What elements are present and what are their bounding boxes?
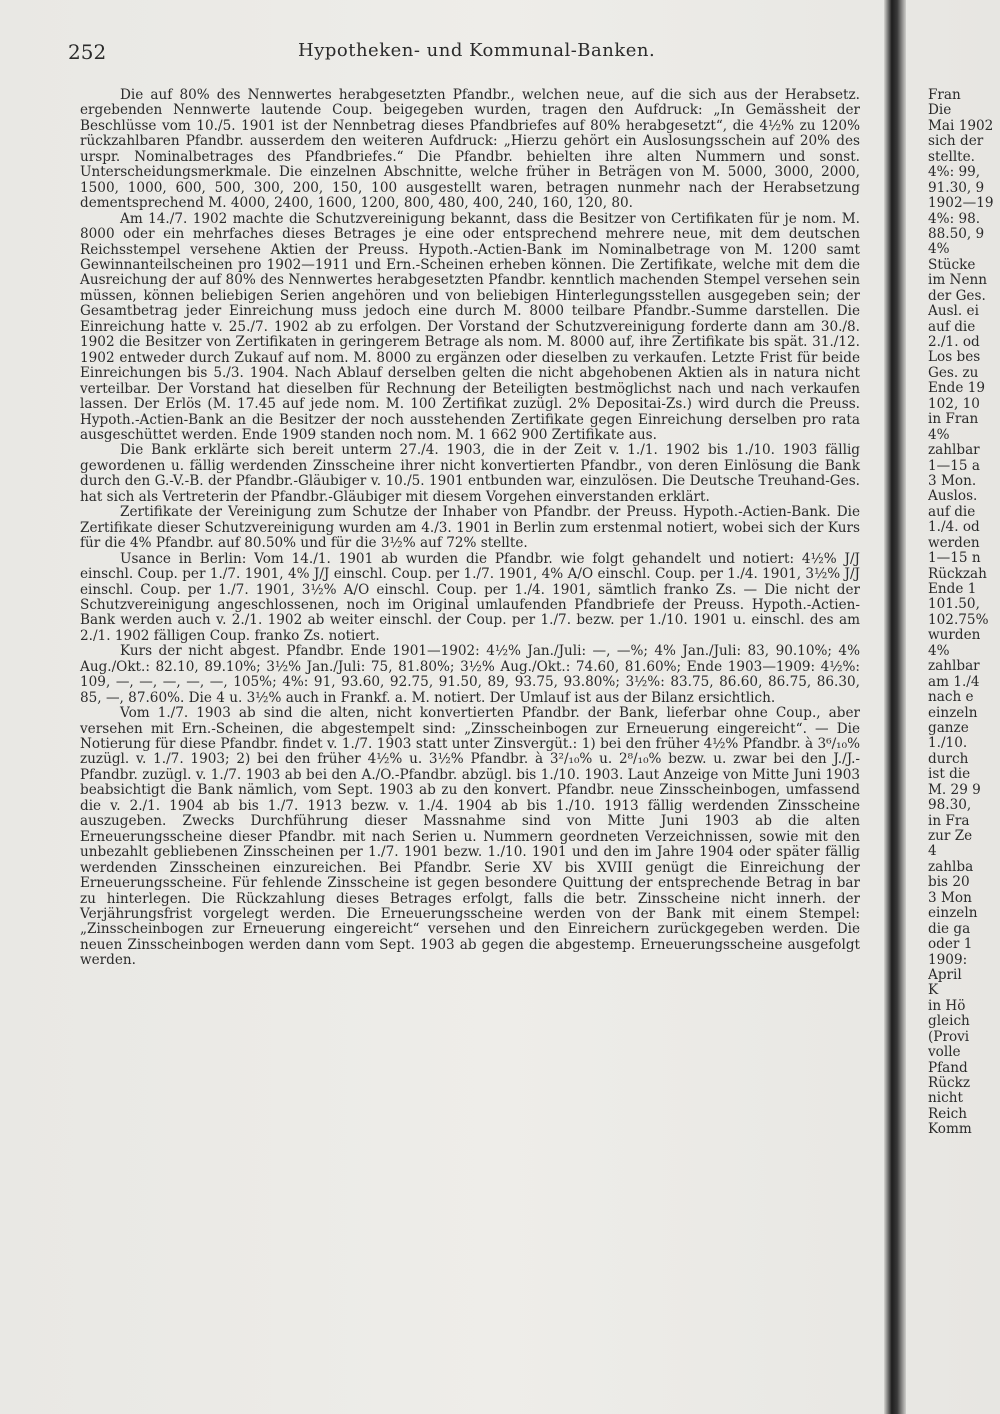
adjacent-page-line: Fran (928, 88, 961, 103)
main-text-column (80, 88, 860, 969)
adjacent-page-line: 4% (928, 426, 950, 443)
adjacent-page-line: 3 Mon (928, 889, 972, 906)
adjacent-page-line: 4%: 98. (928, 210, 981, 227)
paragraph-kurs: Kurs der nicht abgest. Pfandbr. Ende 1901—1902: 4½% Jan./Juli: —, —%; 4% Jan./Juli: 83, 90.10%; 4% Aug./Okt.: 82.10, 89.10%; 3½% Jan./Juli: 75, 81.80%; 3½% Aug./Okt.: 74.60, 81.60%; Ende 1903—1909: 4½%: 109, —, —, —, —, —, 105%; 4%: 91, 93.60, 92.75, 91.50, 89, 93.75, 93.80%; 3½%: 83.75, 86.60, 86.75, 86.30, 85, —, 87.60%. Die 4 u. 3½% auch in Frankf. a. M. notiert. Der Umlauf ist aus der Bilanz ersichtlich. (80, 643, 860, 706)
adjacent-page-line: oder 1 (928, 936, 973, 953)
adjacent-page-line: Mai 1902 (928, 117, 994, 134)
adjacent-page-line: sich der (928, 133, 984, 150)
adjacent-page-line: in Hö (928, 997, 966, 1014)
adjacent-page-line: 102, 10 (928, 395, 980, 412)
adjacent-page-line: Ausl. ei (928, 303, 979, 320)
adjacent-page-line: nicht (928, 1090, 963, 1107)
adjacent-page-line: im Nenn (928, 272, 988, 289)
adjacent-page-line: in Fran (928, 411, 979, 428)
adjacent-page-line: Auslos. (928, 488, 978, 505)
book-gutter (884, 0, 906, 1414)
adjacent-page-line: Pfand (928, 1059, 968, 1076)
adjacent-page-line: in Fra (928, 812, 970, 829)
adjacent-page-column (928, 88, 1000, 1138)
paragraph-herabsetzung: Die auf 80% des Nennwertes herabgesetzten Pfandbr., welchen neue, auf die sich aus der Herabsetz. ergebenden Nennwerte lautende Coup. beigegeben wurden, tragen den Aufdruck: „In Gemässheit der Beschlüsse vom 10./5. 1901 ist der Nennbetrag dieses Pfandbriefes auf 80% herabgesetzt“, die 4½% zu 120% rückzahlbaren Pfandbr. ausserdem den weiteren Aufdruck: „Hierzu gehört ein Auslosungsschein auf 20% des urspr. Nominalbetrages des Pfandbriefes.“ Die Pfandbr. behielten ihre alten Nummern und sonst. Unterscheidungsmerkmale. Die einzelnen Abschnitte, welche früher in Beträgen von M. 5000, 3000, 2000, 1500, 1000, 600, 500, 300, 200, 150, 100 ausgestellt waren, betragen nunmehr nach der Herabsetzung dementsprechend M. 4000, 2400, 1600, 1200, 800, 480, 400, 240, 160, 120, 80. (80, 87, 860, 212)
adjacent-page-line: K (928, 982, 939, 999)
adjacent-page-line: 91.30, 9 (928, 179, 985, 196)
adjacent-page-line: zur Ze (928, 828, 973, 844)
adjacent-page-line: am 1./4 (928, 673, 980, 690)
adjacent-page-line: bis 20 (928, 874, 970, 891)
adjacent-page-line: werden (928, 534, 980, 551)
adjacent-page-line: M. 29 9 (928, 781, 981, 798)
adjacent-page-line: gleich (928, 1013, 970, 1030)
adjacent-page-line: Los bes (928, 349, 981, 366)
adjacent-page-line: (Provi (928, 1028, 970, 1045)
adjacent-page-line: 1—15 n (928, 550, 981, 567)
adjacent-page-line: 102.75% (928, 611, 989, 628)
adjacent-page-line: 88.50, 9 (928, 225, 985, 242)
paragraph-usance: Usance in Berlin: Vom 14./1. 1901 ab wurden die Pfandbr. wie folgt gehandelt und notiert: 4½% J/J einschl. Coup. per 1./7. 1901, 4% J/J einschl. Coup. per 1./7. 1901, 4% A/O einschl. Coup. per 1./4. 1901, 3½% J/J einschl. Coup. per 1./7. 1901, 3½% A/O einschl. Coup. per 1./4. 1901, sämtlich franko Zs. — Die nicht der Schutzvereinigung angeschlossenen, noch im Original umlaufenden Pfandbriefe der Preuss. Hypoth.-Actien-Bank werden auch v. 2./1. 1902 ab weiter einschl. der Coup. per 1./7. bezw. per 1./10. 1901 u. einschl. des am 2./1. 1902 fälligen Coup. franko Zs. notiert. (80, 550, 860, 644)
adjacent-page-line: auf die (928, 503, 976, 520)
paragraph-zinsscheine: Die Bank erklärte sich bereit unterm 27./4. 1903, die in der Zeit v. 1./1. 1902 bis 1./10. 1903 fällig gewordenen u. fällig werdenden Zinsscheine ihrer nicht konvertierten Pfandbr., von deren Einlösung die Bank durch den G.-V.-B. der Pfandbr.-Gläubiger v. 10./5. 1901 entbunden war, einzulösen. Die Deutsche Treuhand-Ges. hat sich als Vertreterin der Pfandbr.-Gläubiger mit diesem Vorgehen einverstanden erklärt. (80, 442, 860, 505)
paragraph-erneuerung: Vom 1./7. 1903 ab sind die alten, nicht konvertierten Pfandbr. der Bank, lieferbar ohne Coup., aber versehen mit Ern.-Scheinen, die abgestempelt sind: „Zinsscheinbogen zur Erneuerung eingereicht“. — Die Notierung für diese Pfandbr. findet v. 1./7. 1903 statt unter Zinsvergüt.: 1) bei den früher 4½% Pfandbr. à 3⁶/₁₀% zuzügl. v. 1./7. 1903; 2) bei den früher 4½% u. 3½% Pfandbr. à 3²/₁₀% u. 2⁸/₁₀% bezw. u. zwar bei den J./J.-Pfandbr. zuzügl. v. 1./7. 1903 ab bei den A./O.-Pfandbr. abzügl. bis 1./10. 1903. Laut Anzeige von Mitte Juni 1903 beabsichtigt die Bank nämlich, vom Sept. 1903 ab zu den konvert. Pfandbr. neue Zinsscheinbogen, umfassend die v. 2./1. 1904 ab bis 1./7. 1913 bezw. v. 1./4. 1904 ab bis 1./10. 1913 fällig werdenden Zinsscheine auszugeben. Zwecks Durchführung dieser Massnahme sind von Mitte Juni 1903 ab die alten Erneuerungsscheine dieser Pfandbr. mit nach Serien u. Nummern geordneten Verzeichnissen, sowie mit den unbezahlt gebliebenen Zinsscheinen per 1./7. 1901 bezw. 1./10. 1901 und den im Jahre 1904 oder später fällig werdenden Zinsscheinen einzureichen. Bei Pfandbr. Serie XV bis XVIII genügt die Einreichung der Erneuerungsscheine. Für fehlende Zinsscheine ist gegen besondere Quittung der entsprechende Betrag in bar zu hinterlegen. Die Rückzahlung dieses Betrages erfolgt, falls die betr. Zinsscheine nicht innerh. der Verjährungsfrist vorgelegt werden. Die Erneuerungsscheine werden von der Bank mit einem Stempel: „Zinsscheinbogen zur Erneuerung eingereicht“ versehen und den Einreichern zurückgegeben werden. Die neuen Zinsscheinbogen werden dann vom Sept. 1903 ab gegen die abgestemp. Erneuerungsscheine ausgefolgt werden. (80, 705, 860, 969)
adjacent-page-line: Stücke (928, 256, 976, 273)
adjacent-page-line: 1909: (928, 951, 968, 968)
adjacent-page-line: Ende 19 (928, 380, 986, 397)
running-title: Hypotheken- und Kommunal-Banken. (298, 40, 656, 61)
adjacent-page-line: 1./10. (928, 735, 968, 752)
adjacent-page-line: nach e (928, 689, 974, 706)
adjacent-page-line: Reich (928, 1105, 967, 1122)
adjacent-page-line: Komm (928, 1121, 972, 1138)
adjacent-page-line: 1—15 a (928, 457, 980, 474)
adjacent-page-line: 101.50, (928, 596, 980, 613)
page-header (68, 40, 876, 70)
adjacent-page-line: einzeln (928, 704, 978, 721)
adjacent-page-line: 4 (928, 843, 937, 860)
adjacent-page-line: 4% (928, 642, 950, 659)
adjacent-page-line: Rückzah (928, 565, 987, 582)
adjacent-page-line: die ga (928, 920, 971, 937)
adjacent-page-line: zahlbar (928, 658, 980, 675)
adjacent-page-line: 3 Mon. (928, 472, 977, 489)
adjacent-page-line: ganze (928, 719, 969, 736)
adjacent-page-line: zahlbar (928, 442, 980, 459)
adjacent-page-line: volle (928, 1044, 961, 1061)
adjacent-page-line: April (928, 966, 962, 983)
adjacent-page-line: auf die (928, 318, 976, 335)
adjacent-page-line: Rückz (928, 1075, 971, 1091)
adjacent-page-line: wurden (928, 627, 981, 644)
adjacent-page-line: ist die (928, 766, 971, 783)
adjacent-page-line: 1./4. od (928, 519, 980, 536)
adjacent-page-line: 2./1. od (928, 334, 980, 350)
adjacent-page-line: einzeln (928, 905, 978, 922)
adjacent-page-line: stellte. (928, 148, 976, 165)
adjacent-page-line: Ende 1 (928, 581, 977, 597)
adjacent-page-line: 4%: 99, (928, 164, 981, 181)
adjacent-page-line: Die (928, 102, 952, 119)
adjacent-page-line: 98.30, (928, 797, 972, 814)
adjacent-page-line: 4% (928, 241, 950, 258)
paragraph-schutzvereinigung: Am 14./7. 1902 machte die Schutzvereinigung bekannt, dass die Besitzer von Certifikaten für je nom. M. 8000 oder ein mehrfaches dieses Betrages je eine oder entsprechend mehrere neue, mit dem deutschen Reichsstempel versehene Aktien der Preuss. Hypoth.-Actien-Bank im Nominalbetrage von M. 1200 samt Gewinnanteilscheinen pro 1902—1911 und Ern.-Scheinen erheben können. Die Zertifikate, welche mit dem die Ausreichung der auf 80% des Nennwertes herabgesetzten Pfandbr. kenntlich machenden Stempel versehen sein müssen, können beliebigen Serien angehören und von beliebigen Hinterlegungsstellen ausgegeben sein; der Gesamtbetrag jeder Einreichung muss jedoch eine durch M. 8000 teilbare Pfandbr.-Summe darstellen. Die Einreichung hatte v. 25./7. 1902 ab zu erfolgen. Der Vorstand der Schutzvereinigung forderte dann am 30./8. 1902 die Besitzer von Zertifikaten in geringerem Betrage als nom. M. 8000 auf, ihre Zertifikate bis spät. 31./12. 1902 entweder durch Zukauf auf nom. M. 8000 zu ergänzen oder dieselben zu verkaufen. Letzte Frist für beide Einreichungen bis 5./3. 1904. Nach Ablauf derselben gelten die nicht abgehobenen Aktien als in natura nicht verteilbar. Der Vorstand hat dieselben für Rechnung der Beteiligten bestmöglichst nach und nach verkaufen lassen. Der Erlös (M. 17.45 auf jede nom. M. 100 Zertifikat zuzügl. 2% Depositai-Zs.) wird durch die Preuss. Hypoth.-Actien-Bank an die Besitzer der noch ausstehenden Zertifikate gegen Einreichung derselben pro rata ausgeschüttet werden. Ende 1909 standen noch nom. M. 1 662 900 Zertifikate aus. (80, 210, 860, 443)
adjacent-page-line: 1902—19 (928, 195, 994, 212)
adjacent-page-line: zahlba (928, 858, 974, 875)
adjacent-page-line: der Ges. (928, 287, 986, 304)
adjacent-page-line: durch (928, 750, 969, 767)
page-number: 252 (68, 40, 107, 64)
adjacent-page-line: Ges. zu (928, 364, 979, 381)
paragraph-zertifikate: Zertifikate der Vereinigung zum Schutze der Inhaber von Pfandbr. der Preuss. Hypoth.-Actien-Bank. Die Zertifikate dieser Schutzvereinigung wurden am 4./3. 1901 in Berlin zum erstenmal notiert, wobei sich der Kurs für die 4% Pfandbr. auf 80.50% und für die 3½% auf 72% stellte. (80, 504, 860, 552)
